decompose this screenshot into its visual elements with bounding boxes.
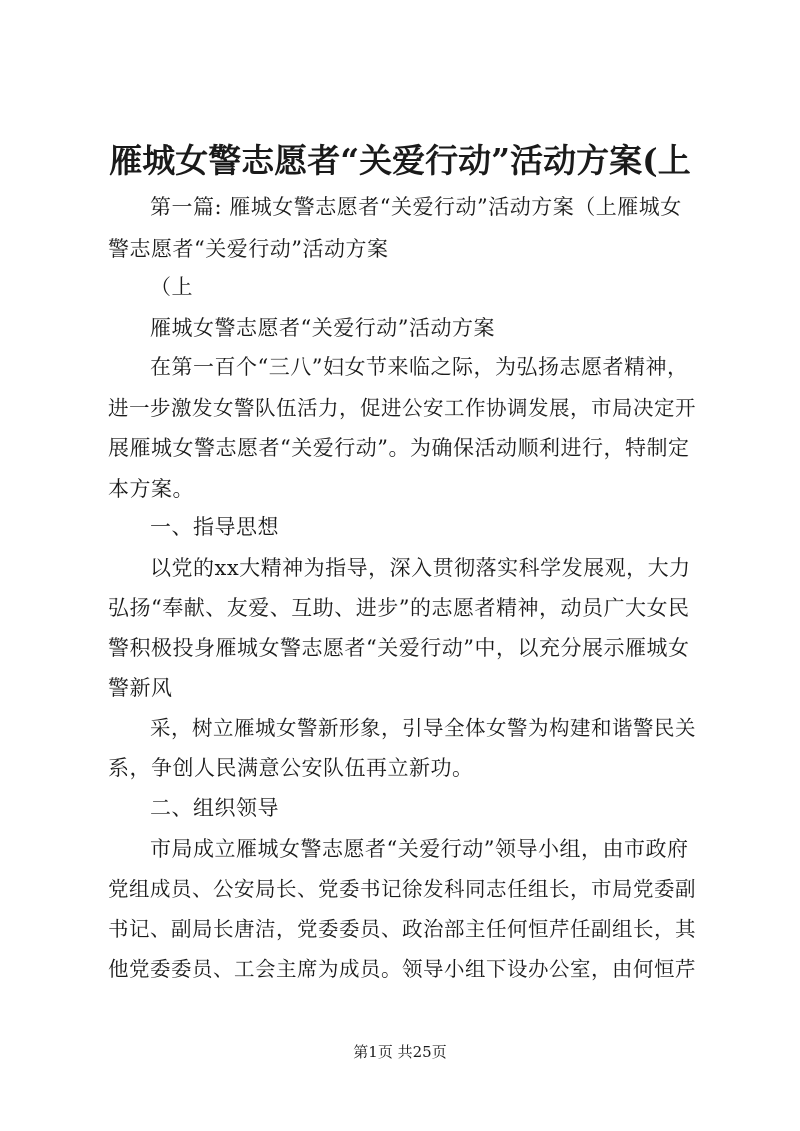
page-number: 第1页 共25页 <box>353 1043 447 1061</box>
paragraph-line: 系，争创人民满意公安队伍再立新功。 <box>108 756 474 780</box>
paragraph-line: 他党委委员、工会主席为成员。领导小组下设办公室，由何恒芹 <box>108 957 696 981</box>
paragraph-line: 雁城女警志愿者“关爱行动”活动方案 <box>150 316 495 340</box>
paragraph-line: 进一步激发女警队伍活力，促进公安工作协调发展，市局决定开 <box>108 396 696 420</box>
paragraph-line: 市局成立雁城女警志愿者“关爱行动”领导小组，由市政府 <box>150 837 689 861</box>
document-title: 雁城女警志愿者“关爱行动”活动方案(上 <box>109 141 691 180</box>
paragraph-line: 党组成员、公安局长、党委书记徐发科同志任组长，市局党委副 <box>108 877 696 901</box>
section-heading: 二、组织领导 <box>150 796 279 820</box>
paragraph-line: 采，树立雁城女警新形象，引导全体女警为构建和谐警民关 <box>150 716 696 740</box>
section-heading: 一、指导思想 <box>150 515 279 539</box>
paragraph-line: 在第一百个“三八”妇女节来临之际，为弘扬志愿者精神， <box>150 355 689 379</box>
paragraph-line: 警积极投身雁城女警志愿者“关爱行动”中，以充分展示雁城女 <box>108 636 690 660</box>
paragraph-line: 以党的xx大精神为指导，深入贯彻落实科学发展观，大力 <box>150 556 691 580</box>
paragraph-line: 第一篇: 雁城女警志愿者“关爱行动”活动方案（上雁城女 <box>150 195 682 219</box>
paragraph-line: 展雁城女警志愿者“关爱行动”。为确保活动顺利进行，特制定 <box>108 436 690 460</box>
paragraph-line: 警新风 <box>108 676 173 700</box>
paragraph-line: （上 <box>150 275 193 299</box>
paragraph-line: 弘扬“奉献、友爱、互助、进步”的志愿者精神，动员广大女民 <box>108 596 690 620</box>
paragraph-line: 本方案。 <box>108 477 194 501</box>
paragraph-line: 警志愿者“关爱行动”活动方案 <box>108 237 389 261</box>
paragraph-line: 书记、副局长唐洁，党委委员、政治部主任何恒芹任副组长，其 <box>108 917 696 941</box>
